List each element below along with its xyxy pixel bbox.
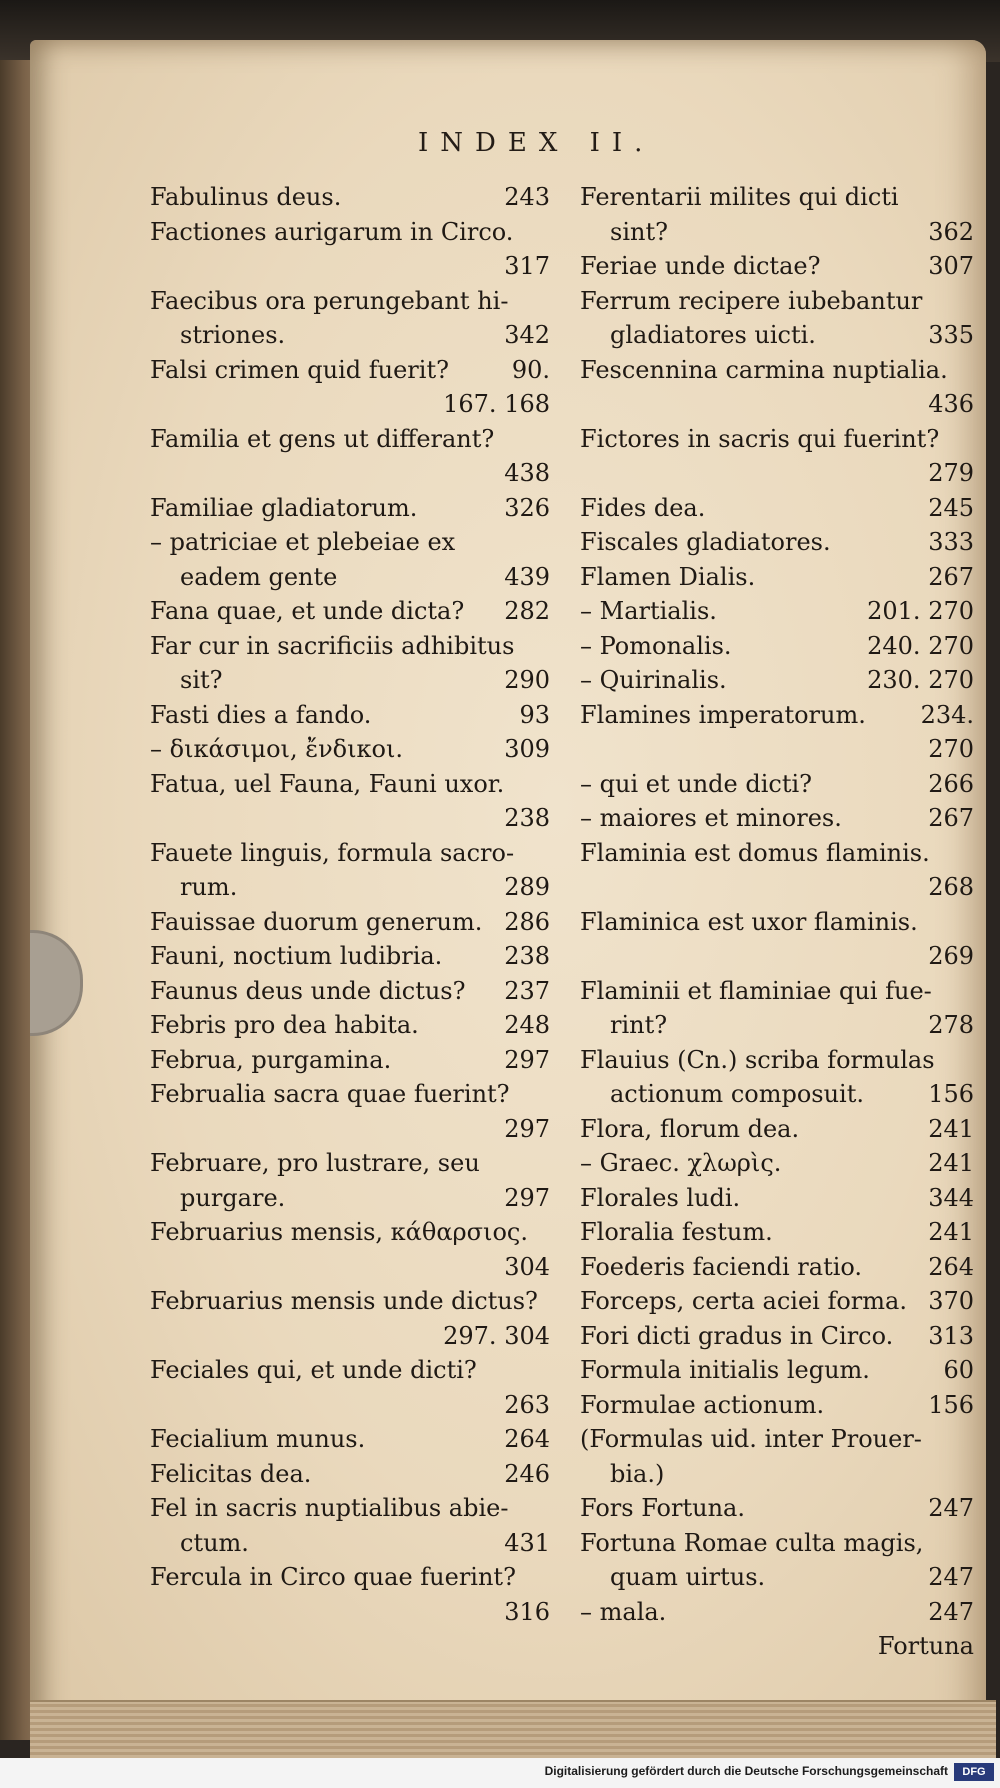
index-page-ref: 237: [504, 976, 550, 1005]
index-entry: [580, 284, 974, 319]
index-entry: [150, 905, 550, 940]
index-term: Flora, florum dea.: [580, 1114, 800, 1143]
index-term: Flaminica est uxor flaminis.: [580, 907, 918, 936]
index-term: quam uirtus.: [610, 1563, 766, 1591]
index-page-ref: 264: [504, 1425, 550, 1453]
index-entry: [580, 1560, 974, 1595]
index-page-ref: 297: [504, 1183, 550, 1212]
index-term: Factiones aurigarum in Circo.: [150, 217, 514, 246]
index-page-ref: 60: [943, 1356, 974, 1384]
index-entry: [150, 1077, 550, 1112]
index-entry: [580, 1008, 974, 1043]
index-page-ref: 307: [928, 252, 974, 280]
index-entry: [580, 663, 974, 698]
index-page-ref: 93: [519, 700, 550, 729]
index-page-ref: 230. 270: [867, 666, 974, 694]
index-entry: [150, 1353, 550, 1388]
index-page-ref: 90.: [511, 355, 550, 384]
index-page-ref: 439: [504, 562, 550, 591]
index-entry: [150, 180, 550, 215]
index-term: Fauni, noctium ludibria.: [150, 942, 443, 970]
index-term: (Formulas uid. inter Prouer-: [580, 1425, 922, 1453]
index-entry: [150, 1008, 550, 1043]
index-entry: [580, 318, 974, 353]
index-entry: [580, 870, 974, 905]
index-entry: [150, 939, 550, 974]
index-term: purgare.: [180, 1183, 286, 1212]
index-term: Forceps, certa aciei forma.: [580, 1287, 907, 1315]
index-page-ref: 156: [928, 1390, 974, 1419]
index-page-ref: 290: [504, 666, 550, 694]
index-entry: [150, 974, 550, 1009]
index-term: Fercula in Circo quae fuerint?: [150, 1563, 516, 1591]
index-page-ref: 313: [928, 1321, 974, 1350]
index-term: Flamines imperatorum.: [580, 700, 866, 729]
index-entry: [150, 870, 550, 905]
index-term: eadem gente: [180, 562, 338, 591]
index-page-ref: 201. 270: [867, 597, 974, 625]
index-page-ref: 241: [928, 1149, 974, 1177]
index-term: Ferrum recipere iubebantur: [580, 286, 923, 315]
index-entry: [150, 284, 550, 319]
index-term: Fors Fortuna.: [580, 1494, 745, 1522]
index-term: Fescennina carmina nuptialia.: [580, 355, 948, 384]
index-column-right: [580, 180, 974, 1659]
index-entry: [150, 1284, 550, 1319]
index-page-ref: 167. 168: [443, 390, 550, 418]
index-page-ref: 335: [928, 321, 974, 349]
index-term: Februarius mensis unde dictus?: [150, 1287, 538, 1315]
index-entry: [580, 249, 974, 284]
index-page-ref: 245: [928, 493, 974, 522]
index-entry: [150, 249, 550, 284]
index-entry: [580, 767, 974, 802]
index-entry: [150, 732, 550, 767]
index-page-ref: 241: [928, 1114, 974, 1143]
index-entry: [580, 353, 974, 388]
index-term: Februarius mensis, κάθαρσιος.: [150, 1218, 528, 1246]
index-page-ref: 267: [928, 804, 974, 832]
index-term: – Pomonalis.: [580, 631, 732, 660]
index-entry: [580, 836, 974, 871]
index-page-ref: 240. 270: [867, 631, 974, 660]
index-entry: [150, 1043, 550, 1078]
index-entry: [150, 836, 550, 871]
index-term: rum.: [180, 873, 238, 901]
index-term: Falsi crimen quid fuerit?: [150, 355, 449, 384]
index-term: Flamen Dialis.: [580, 562, 756, 591]
index-term: Formulae actionum.: [580, 1390, 825, 1419]
index-entry: [580, 1319, 974, 1354]
index-page-ref: 344: [928, 1183, 974, 1212]
index-page-ref: 278: [928, 1011, 974, 1039]
index-term: Februare, pro lustrare, seu: [150, 1149, 480, 1177]
index-entry: [150, 353, 550, 388]
index-term: Fiscales gladiatores.: [580, 528, 831, 556]
index-term: – Graec. χλωρὶς.: [580, 1149, 782, 1177]
index-term: sint?: [610, 217, 668, 246]
index-entry: [580, 525, 974, 560]
index-term: Fori dicti gradus in Circo.: [580, 1321, 894, 1350]
index-entry: [580, 939, 974, 974]
index-entry: [150, 525, 550, 560]
index-entry: [150, 663, 550, 698]
index-page-ref: 282: [504, 597, 550, 625]
index-entry: [580, 1250, 974, 1285]
index-page-ref: 436: [928, 390, 974, 418]
index-term: Fictores in sacris qui fuerint?: [580, 424, 940, 453]
index-page-ref: 264: [928, 1252, 974, 1281]
index-entry: [580, 698, 974, 733]
index-term: Fel in sacris nuptialibus abie-: [150, 1494, 509, 1522]
dfg-logo: DFG: [954, 1763, 994, 1781]
index-page-ref: 297: [504, 1114, 550, 1143]
index-term: ctum.: [180, 1528, 249, 1557]
index-entry: [150, 767, 550, 802]
index-page-ref: 241: [928, 1218, 974, 1246]
index-term: striones.: [180, 321, 286, 349]
index-entry: [150, 1181, 550, 1216]
index-term: sit?: [180, 666, 223, 694]
index-entry: [150, 1146, 550, 1181]
index-term: – qui et unde dicti?: [580, 769, 813, 798]
index-term: Februa, purgamina.: [150, 1045, 392, 1074]
index-entry: [150, 318, 550, 353]
index-entry: [150, 698, 550, 733]
index-term: bia.): [610, 1459, 665, 1488]
index-entry: [580, 215, 974, 250]
index-entry: [580, 1388, 974, 1423]
index-page-ref: 279: [928, 459, 974, 487]
index-page-ref: 309: [504, 735, 550, 763]
index-term: Far cur in sacrificiis adhibitus: [150, 631, 515, 660]
index-entry: [580, 1595, 974, 1630]
index-page-ref: 269: [928, 942, 974, 970]
index-entry: [580, 422, 974, 457]
catchword-line: [580, 1629, 974, 1659]
index-entry: [150, 1388, 550, 1423]
index-term: Ferentarii milites qui dicti: [580, 183, 899, 211]
index-page-ref: 289: [504, 873, 550, 901]
index-term: Februalia sacra quae fuerint?: [150, 1080, 510, 1108]
index-entry: [150, 1491, 550, 1526]
index-term: Formula initialis legum.: [580, 1356, 870, 1384]
index-page-ref: 286: [504, 907, 550, 936]
index-entry: [580, 1422, 974, 1457]
index-term: Flaminii et flaminiae qui fue-: [580, 976, 932, 1005]
index-entry: [580, 1457, 974, 1492]
index-entry: [150, 456, 550, 491]
index-page-ref: 248: [504, 1011, 550, 1039]
index-entry: [150, 560, 550, 595]
index-term: – δικάσιμοι, ἔνδικοι.: [150, 735, 404, 763]
index-entry: [580, 1146, 974, 1181]
catchword: Fortuna: [877, 1632, 974, 1660]
index-term: Fauete linguis, formula sacro-: [150, 838, 515, 867]
index-entry: [580, 491, 974, 526]
index-term: – maiores et minores.: [580, 804, 842, 832]
index-entry: [150, 1215, 550, 1250]
index-term: Familiae gladiatorum.: [150, 493, 418, 522]
index-page-ref: 362: [928, 217, 974, 246]
index-page-ref: 297. 304: [443, 1321, 550, 1350]
index-page-ref: 267: [928, 562, 974, 591]
index-entry: [580, 180, 974, 215]
index-entry: [580, 1353, 974, 1388]
index-entry: [580, 594, 974, 629]
index-page-ref: 238: [504, 804, 550, 832]
index-term: Faunus deus unde dictus?: [150, 976, 466, 1005]
index-page-ref: 247: [928, 1494, 974, 1522]
index-page-ref: 270: [928, 735, 974, 763]
footer-credit: Digitalisierung gefördert durch die Deutsche Forschungsgemeinschaft: [544, 1764, 948, 1778]
index-term: – Quirinalis.: [580, 666, 727, 694]
index-term: Flaminia est domus flaminis.: [580, 838, 930, 867]
index-term: Feriae unde dictae?: [580, 252, 821, 280]
index-entry: [150, 1560, 550, 1595]
index-entry: [150, 215, 550, 250]
index-term: Febris pro dea habita.: [150, 1011, 419, 1039]
index-term: Flauius (Cn.) scriba formulas: [580, 1045, 935, 1074]
index-entry: [150, 387, 550, 422]
index-page-ref: 297: [504, 1045, 550, 1074]
index-term: Familia et gens ut differant?: [150, 424, 495, 453]
index-entry: [580, 1112, 974, 1147]
index-term: Felicitas dea.: [150, 1459, 312, 1488]
index-page-ref: 370: [928, 1287, 974, 1315]
index-entry: [580, 732, 974, 767]
index-term: Fana quae, et unde dicta?: [150, 597, 465, 625]
running-head: INDEX II.: [418, 128, 655, 158]
index-entry: [580, 1284, 974, 1319]
index-term: Floralia festum.: [580, 1218, 773, 1246]
index-page-ref: 266: [928, 769, 974, 798]
index-column-left: [150, 180, 550, 1629]
index-entry: [150, 1526, 550, 1561]
index-term: gladiatores uicti.: [610, 321, 816, 349]
index-page-ref: 342: [504, 321, 550, 349]
index-entry: [150, 1112, 550, 1147]
index-term: Fatua, uel Fauna, Fauni uxor.: [150, 769, 505, 798]
index-entry: [150, 1250, 550, 1285]
index-term: actionum composuit.: [610, 1080, 865, 1108]
index-page-ref: 246: [504, 1459, 550, 1488]
index-entry: [150, 594, 550, 629]
index-entry: [150, 1595, 550, 1630]
index-entry: [150, 1319, 550, 1354]
index-term: – Martialis.: [580, 597, 717, 625]
index-entry: [580, 1181, 974, 1216]
index-entry: [580, 456, 974, 491]
index-entry: [580, 905, 974, 940]
index-page-ref: 238: [504, 942, 550, 970]
index-page-ref: 156: [928, 1080, 974, 1108]
index-entry: [580, 1043, 974, 1078]
index-page-ref: 268: [928, 873, 974, 901]
index-page-ref: 234.: [920, 700, 974, 729]
index-entry: [150, 1422, 550, 1457]
index-page-ref: 431: [504, 1528, 550, 1557]
index-entry: [580, 1215, 974, 1250]
index-entry: [150, 491, 550, 526]
index-entry: [580, 1491, 974, 1526]
index-term: Fortuna Romae culta magis,: [580, 1528, 924, 1557]
index-page-ref: 247: [928, 1563, 974, 1591]
index-term: Foederis faciendi ratio.: [580, 1252, 863, 1281]
index-entry: [580, 801, 974, 836]
index-term: Florales ludi.: [580, 1183, 741, 1212]
index-page-ref: 316: [504, 1597, 550, 1626]
index-entry: [580, 1526, 974, 1561]
index-entry: [150, 801, 550, 836]
index-term: Fabulinus deus.: [150, 183, 342, 211]
index-term: – patriciae et plebeiae ex: [150, 528, 456, 556]
index-page-ref: 304: [504, 1252, 550, 1281]
index-term: rint?: [610, 1011, 668, 1039]
index-entry: [150, 1457, 550, 1492]
index-page-ref: 247: [928, 1597, 974, 1626]
index-entry: [150, 629, 550, 664]
index-entry: [580, 974, 974, 1009]
index-term: Fauissae duorum generum.: [150, 907, 483, 936]
index-entry: [580, 560, 974, 595]
index-term: Fasti dies a fando.: [150, 700, 372, 729]
index-page-ref: 243: [504, 183, 550, 211]
index-entry: [580, 1077, 974, 1112]
index-page-ref: 326: [504, 493, 550, 522]
index-term: Fides dea.: [580, 493, 706, 522]
index-term: – mala.: [580, 1597, 667, 1626]
digitization-footer: [0, 1758, 1000, 1788]
index-entry: [150, 422, 550, 457]
page-clip: [30, 930, 83, 1036]
index-entry: [580, 387, 974, 422]
index-page-ref: 438: [504, 459, 550, 487]
index-page-ref: 333: [928, 528, 974, 556]
index-term: Feciales qui, et unde dicti?: [150, 1356, 477, 1384]
index-page-ref: 317: [504, 252, 550, 280]
page-stack-edge: [30, 1700, 996, 1758]
index-term: Fecialium munus.: [150, 1425, 366, 1453]
index-term: Faecibus ora perungebant hi-: [150, 286, 509, 315]
index-entry: [580, 629, 974, 664]
index-page-ref: 263: [504, 1390, 550, 1419]
